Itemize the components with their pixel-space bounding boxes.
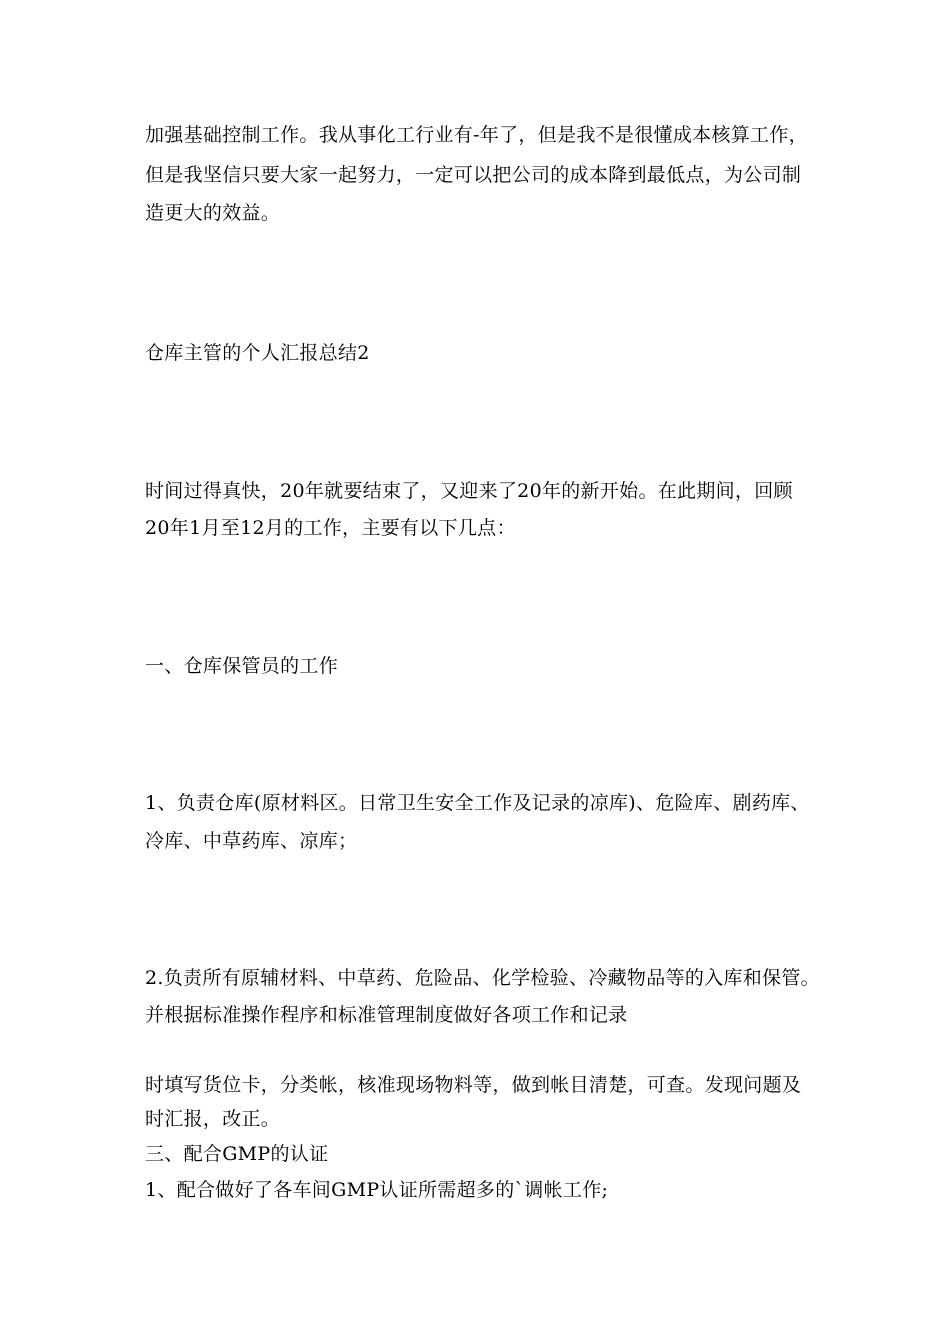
list-item-line: 1、负责仓库(原材料区。日常卫生安全工作及记录的凉库)、危险库、剧药库、 [145, 792, 810, 814]
paragraph-line: 时填写货位卡，分类帐，核准现场物料等，做到帐目清楚，可查。发现问题及 [145, 1074, 802, 1096]
paragraph-line: 时汇报，改正。 [145, 1108, 281, 1130]
paragraph-line: 但是我坚信只要大家一起努力，一定可以把公司的成本降到最低点，为公司制 [145, 164, 802, 186]
list-item-line: 2.负责所有原辅材料、中草药、危险品、化学检验、冷藏物品等的入库和保管。 [145, 967, 820, 989]
paragraph-line: 20年1月至12月的工作，主要有以下几点： [145, 517, 516, 539]
list-item-line: 冷库、中草药库、凉库； [145, 830, 358, 852]
paragraph-line: 时间过得真快，20年就要结束了，又迎来了20年的新开始。在此期间，回顾 [145, 480, 793, 502]
section-title: 仓库主管的个人汇报总结2 [145, 342, 370, 364]
heading: 一、仓库保管员的工作 [145, 655, 339, 677]
heading: 三、配合GMP的认证 [145, 1143, 329, 1165]
list-item-line: 1、配合做好了各车间GMP认证所需超多的`调帐工作; [145, 1179, 609, 1201]
paragraph-line: 造更大的效益。 [145, 202, 281, 224]
paragraph-line: 加强基础控制工作。我从事化工行业有-年了，但是我不是很懂成本核算工作， [145, 124, 808, 146]
list-item-line: 并根据标准操作程序和标准管理制度做好各项工作和记录 [145, 1004, 628, 1026]
